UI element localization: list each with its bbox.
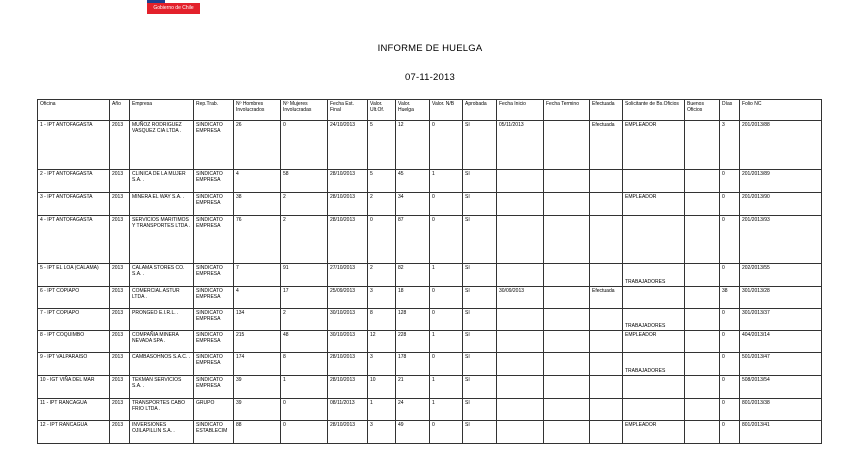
table-cell — [544, 121, 590, 170]
table-cell: 8 - IPT COQUIMBO — [38, 331, 110, 353]
table-cell: MUÑOZ RODRIGUEZ VASQUEZ CIA LTDA . — [130, 121, 194, 170]
col-header: Aprobada — [463, 100, 497, 121]
table-cell: EMPLEADOR — [623, 193, 685, 216]
table-cell: 3 — [368, 353, 396, 376]
table-header-row — [38, 100, 822, 121]
table-cell: 2013 — [110, 193, 130, 216]
table-cell: 82 — [396, 264, 430, 287]
table-cell: 28/10/2013 — [328, 216, 368, 264]
table-cell: 2 - IPT ANTOFAGASTA — [38, 170, 110, 193]
table-cell: SI — [463, 331, 497, 353]
table-cell — [497, 309, 544, 331]
table-cell: 30/09/2013 — [497, 287, 544, 309]
table-cell — [544, 287, 590, 309]
table-cell — [685, 376, 720, 399]
table-cell: 10 — [368, 376, 396, 399]
table-cell: SI — [463, 264, 497, 287]
table-cell: 5 — [368, 170, 396, 193]
table-cell: 4 — [234, 170, 281, 193]
table-cell — [590, 264, 623, 287]
table-cell: TRANSPORTES CABO FRIO LTDA . — [130, 399, 194, 421]
table-cell: 201/2013/89 — [740, 170, 822, 193]
table-cell: SINDICATO EMPRESA — [194, 353, 234, 376]
table-cell — [590, 216, 623, 264]
table-cell: 1 — [281, 376, 328, 399]
table-cell: 34 — [396, 193, 430, 216]
table-cell — [623, 376, 685, 399]
table-cell: 0 — [720, 309, 740, 331]
table-cell: 1 — [368, 399, 396, 421]
table-cell — [544, 421, 590, 444]
table-cell: 134 — [234, 309, 281, 331]
table-cell — [497, 399, 544, 421]
table-cell: PRONGEO E.I.R.L. . — [130, 309, 194, 331]
table-cell: 501/2013/47 — [740, 353, 822, 376]
table-cell: 1 — [430, 376, 463, 399]
table-cell — [623, 399, 685, 421]
table-cell: 38 — [720, 287, 740, 309]
table-cell: MINERA EL WAY S.A. . — [130, 193, 194, 216]
table-cell: 28/10/2013 — [328, 376, 368, 399]
table-cell: 2013 — [110, 309, 130, 331]
table-cell — [544, 264, 590, 287]
table-cell — [497, 353, 544, 376]
table-cell: 26 — [234, 121, 281, 170]
table-cell: SI — [463, 421, 497, 444]
table-cell: 6 - IPT COPIAPO — [38, 287, 110, 309]
table-cell: 1 — [430, 399, 463, 421]
table-cell: 91 — [281, 264, 328, 287]
col-header: Buenos Oficios — [685, 100, 720, 121]
table-cell: 2013 — [110, 399, 130, 421]
table-cell: EMPLEADOR — [623, 331, 685, 353]
table-cell: 87 — [396, 216, 430, 264]
col-header: Efectuada — [590, 100, 623, 121]
table-cell: 0 — [430, 421, 463, 444]
col-header: Rep.Trab. — [194, 100, 234, 121]
col-header: Nº Mujeres Involucradas — [281, 100, 328, 121]
table-cell: SI — [463, 376, 497, 399]
table-cell — [544, 193, 590, 216]
table-cell: 2013 — [110, 170, 130, 193]
table-cell: 3 — [368, 421, 396, 444]
table-cell: 0 — [720, 331, 740, 353]
table-cell: 8 — [368, 309, 396, 331]
col-header: Folio NC — [740, 100, 822, 121]
table-cell — [544, 353, 590, 376]
table-cell: 2013 — [110, 376, 130, 399]
table-cell: 2013 — [110, 264, 130, 287]
table-cell: 178 — [396, 353, 430, 376]
table-cell: CALAMA STORES CO. S.A. . — [130, 264, 194, 287]
table-row — [38, 287, 822, 309]
table-cell: SINDICATO EMPRESA — [194, 331, 234, 353]
table-row — [38, 331, 822, 353]
table-cell: 58 — [281, 170, 328, 193]
table-cell — [497, 216, 544, 264]
table-cell: 28/10/2013 — [328, 170, 368, 193]
table-cell: 10 - IGT VIÑA DEL MAR — [38, 376, 110, 399]
table-cell: Efectuada — [590, 121, 623, 170]
table-cell: SI — [463, 193, 497, 216]
table-cell: 7 - IPT COPIAPO — [38, 309, 110, 331]
table-cell: 12 — [368, 331, 396, 353]
table-cell: 508/2013/54 — [740, 376, 822, 399]
table-cell — [497, 170, 544, 193]
table-cell: 25/09/2013 — [328, 287, 368, 309]
table-cell: SINDICATO EMPRESA — [194, 287, 234, 309]
table-row — [38, 121, 822, 170]
table-cell: SI — [463, 170, 497, 193]
table-cell: EMPLEADOR — [623, 121, 685, 170]
table-cell: COMPAÑIA MINERA NEVADA SPA . — [130, 331, 194, 353]
table-cell — [623, 216, 685, 264]
table-cell: 28/10/2013 — [328, 421, 368, 444]
table-row — [38, 421, 822, 444]
table-cell: 2013 — [110, 353, 130, 376]
table-cell: 3 — [720, 121, 740, 170]
table-cell: 0 — [720, 353, 740, 376]
table-cell: 0 — [430, 193, 463, 216]
table-cell: 49 — [396, 421, 430, 444]
table-cell — [685, 264, 720, 287]
col-header: Empresa — [130, 100, 194, 121]
table-cell: 801/2013/41 — [740, 421, 822, 444]
table-cell — [497, 264, 544, 287]
table-cell: 2013 — [110, 287, 130, 309]
table-cell — [590, 193, 623, 216]
table-cell: 28/10/2013 — [328, 353, 368, 376]
table-row — [38, 353, 822, 376]
table-cell: 4 - IPT ANTOFAGASTA — [38, 216, 110, 264]
table-row — [38, 193, 822, 216]
table-cell: TRABAJADORES — [623, 353, 685, 376]
table-cell: 28/10/2013 — [328, 193, 368, 216]
table-cell: 404/2013/14 — [740, 331, 822, 353]
table-cell: 1 — [430, 264, 463, 287]
table-cell — [590, 170, 623, 193]
table-row — [38, 264, 822, 287]
table-cell: SINDICATO EMPRESA — [194, 264, 234, 287]
table-cell: 2013 — [110, 331, 130, 353]
table-cell: SI — [463, 353, 497, 376]
table-cell — [497, 331, 544, 353]
table-cell — [685, 216, 720, 264]
table-cell — [623, 287, 685, 309]
table-cell: 05/11/2013 — [497, 121, 544, 170]
table-cell: CAMBASOHNOS S.A.C. . — [130, 353, 194, 376]
table-cell: 30/10/2013 — [328, 309, 368, 331]
table-cell — [623, 170, 685, 193]
table-row — [38, 399, 822, 421]
table-cell: 12 — [396, 121, 430, 170]
col-header: Año — [110, 100, 130, 121]
table-cell: 2 — [281, 309, 328, 331]
table-cell: 228 — [396, 331, 430, 353]
table-cell — [497, 193, 544, 216]
table-cell: 0 — [430, 309, 463, 331]
table-cell: 45 — [396, 170, 430, 193]
table-cell: SI — [463, 216, 497, 264]
table-cell: 24/10/2013 — [328, 121, 368, 170]
logo-blue-band — [147, 0, 165, 3]
col-header: Días — [720, 100, 740, 121]
table-cell: SINDICATO EMPRESA — [194, 309, 234, 331]
table-cell: 9 - IPT VALPARAISO — [38, 353, 110, 376]
table-cell: 0 — [281, 399, 328, 421]
table-cell: 1 - IPT ANTOFAGASTA — [38, 121, 110, 170]
table-cell — [590, 353, 623, 376]
table-cell: 7 — [234, 264, 281, 287]
table-cell: 11 - IPT RANCAGUA — [38, 399, 110, 421]
table-cell: 30/10/2013 — [328, 331, 368, 353]
table-cell: EMPLEADOR — [623, 421, 685, 444]
col-header: Valor. N/B — [430, 100, 463, 121]
table-cell — [590, 309, 623, 331]
table-cell — [685, 353, 720, 376]
table-cell — [544, 331, 590, 353]
table-cell: SINDICATO EMPRESA — [194, 376, 234, 399]
table-cell — [685, 399, 720, 421]
table-cell — [590, 376, 623, 399]
table-cell: 27/10/2013 — [328, 264, 368, 287]
table-cell: 2013 — [110, 421, 130, 444]
table-cell: 2 — [281, 216, 328, 264]
table-cell: 0 — [430, 353, 463, 376]
table-cell — [685, 193, 720, 216]
col-header: Valor. Ult.Of. — [368, 100, 396, 121]
table-cell: 5 — [368, 121, 396, 170]
table-cell: 2013 — [110, 216, 130, 264]
table-cell: 201/2013/90 — [740, 193, 822, 216]
table-cell: 128 — [396, 309, 430, 331]
table-cell: 08/11/2013 — [328, 399, 368, 421]
table-cell: 1 — [430, 331, 463, 353]
table-cell: 0 — [430, 287, 463, 309]
table-cell: SINDICATO EMPRESA — [194, 216, 234, 264]
table-row — [38, 170, 822, 193]
table-cell: 2013 — [110, 121, 130, 170]
table-cell: 0 — [281, 121, 328, 170]
table-cell — [497, 376, 544, 399]
table-cell: 21 — [396, 376, 430, 399]
table-cell: 0 — [281, 421, 328, 444]
table-cell: 202/2013/55 — [740, 264, 822, 287]
strike-report-table — [37, 99, 822, 444]
col-header: Nº Hombres Involucrados — [234, 100, 281, 121]
table-cell: 3 - IPT ANTOFAGASTA — [38, 193, 110, 216]
table-cell: SINDICATO EMPRESA — [194, 170, 234, 193]
table-cell: 39 — [234, 376, 281, 399]
report-date: 07-11-2013 — [405, 72, 455, 83]
col-header: Solicitante de Bs.Oficios — [623, 100, 685, 121]
table-cell: 39 — [234, 399, 281, 421]
report-title: INFORME DE HUELGA — [377, 43, 483, 54]
table-cell — [544, 399, 590, 421]
col-header: Fecha Inicio — [497, 100, 544, 121]
table-cell: 17 — [281, 287, 328, 309]
table-cell: CLINICA DE LA MUJER S.A. . — [130, 170, 194, 193]
logo-text: Gobierno de Chile — [147, 3, 200, 14]
table-cell: TRABAJADORES — [623, 309, 685, 331]
table-cell — [685, 121, 720, 170]
table-cell — [590, 421, 623, 444]
table-cell: SI — [463, 287, 497, 309]
table-cell: 48 — [281, 331, 328, 353]
table-cell: 8 — [281, 353, 328, 376]
table-cell: SINDICATO EMPRESA — [194, 193, 234, 216]
table-cell: 18 — [396, 287, 430, 309]
table-cell: 88 — [234, 421, 281, 444]
col-header: Fecha Est. Final — [328, 100, 368, 121]
table-cell: SI — [463, 309, 497, 331]
table-cell: 0 — [720, 399, 740, 421]
table-cell: 2 — [281, 193, 328, 216]
table-cell: 38 — [234, 193, 281, 216]
table-cell: 201/2013/93 — [740, 216, 822, 264]
table-cell: 3 — [368, 287, 396, 309]
table-cell — [544, 309, 590, 331]
table-cell — [685, 287, 720, 309]
table-cell — [544, 376, 590, 399]
table-row — [38, 309, 822, 331]
table-cell: 301/2013/37 — [740, 309, 822, 331]
table-cell: 5 - IPT EL LOA (CALAMA) — [38, 264, 110, 287]
table-cell: 0 — [720, 193, 740, 216]
table-cell — [590, 399, 623, 421]
col-header: Valor. Huelga — [396, 100, 430, 121]
table-cell: 0 — [368, 216, 396, 264]
table-cell: 76 — [234, 216, 281, 264]
table-cell: 0 — [720, 376, 740, 399]
table-cell: 2 — [368, 193, 396, 216]
table-cell: 0 — [720, 216, 740, 264]
table-cell: SERVICIOS MARITIMOS Y TRANSPORTES LTDA . — [130, 216, 194, 264]
table-cell: COMERCIAL ASTUR LTDA . — [130, 287, 194, 309]
table-cell: TRABAJADORES — [623, 264, 685, 287]
table-cell: 0 — [720, 421, 740, 444]
table-cell: Efectuada — [590, 287, 623, 309]
table-row — [38, 376, 822, 399]
col-header: Oficina — [38, 100, 110, 121]
table-cell — [544, 216, 590, 264]
table-cell: 301/2013/28 — [740, 287, 822, 309]
table-cell — [590, 331, 623, 353]
table-cell: 0 — [430, 216, 463, 264]
table-cell — [544, 170, 590, 193]
table-cell: 2 — [368, 264, 396, 287]
table-cell: INVERSIONES OJILAPILLIN S.A. . — [130, 421, 194, 444]
gobierno-logo — [147, 0, 200, 14]
table-cell: SINDICATO ESTABLECIM — [194, 421, 234, 444]
table-cell — [497, 421, 544, 444]
table-cell: SINDICATO EMPRESA — [194, 121, 234, 170]
table-cell: 0 — [430, 121, 463, 170]
table-cell: 1 — [430, 170, 463, 193]
table-cell — [685, 170, 720, 193]
table-cell: 12 - IPT RANCAGUA — [38, 421, 110, 444]
table-cell: SI — [463, 399, 497, 421]
table-cell: 174 — [234, 353, 281, 376]
table-cell: TEKMAN SERVICIOS S.A. . — [130, 376, 194, 399]
table-cell: GRUPO — [194, 399, 234, 421]
table-cell: 4 — [234, 287, 281, 309]
table-cell — [685, 331, 720, 353]
table-cell — [685, 309, 720, 331]
table-cell — [685, 421, 720, 444]
table-cell: 0 — [720, 170, 740, 193]
table-cell: 215 — [234, 331, 281, 353]
col-header: Fecha Termino — [544, 100, 590, 121]
table-cell: SI — [463, 121, 497, 170]
table-row — [38, 216, 822, 264]
table-cell: 801/2013/38 — [740, 399, 822, 421]
table-cell: 201/2013/88 — [740, 121, 822, 170]
table-cell: 24 — [396, 399, 430, 421]
table-cell: 0 — [720, 264, 740, 287]
